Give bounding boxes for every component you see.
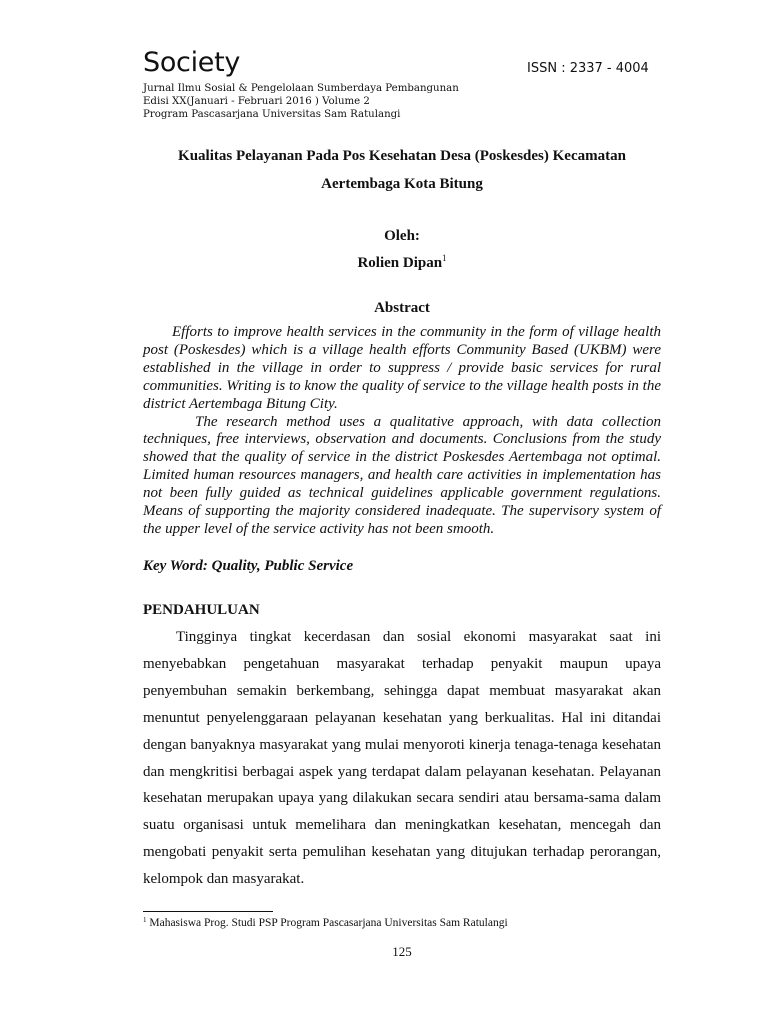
journal-name: Society — [143, 47, 241, 78]
journal-subtitle: Jurnal Ilmu Sosial & Pengelolaan Sumberdaya Pembangunan — [143, 83, 459, 94]
footnote-mark: 1 — [143, 916, 147, 924]
journal-program: Program Pascasarjana Universitas Sam Ratulangi — [143, 109, 401, 120]
keywords: Key Word: Quality, Public Service — [143, 558, 354, 574]
abstract-body — [143, 324, 661, 539]
abstract-paragraph-1: Efforts to improve health services in the community in the form of village health post (Poskesdes) which is a village health efforts Community Based (UKBM) were established in the village in order to suppress / provide basic services for rural communities. Writing is to know the quality of service to the village health posts in the district Aertembaga Bitung City. — [143, 324, 661, 412]
page-number: 125 — [392, 944, 412, 959]
masthead — [143, 82, 459, 121]
abstract-heading: Abstract — [374, 300, 430, 316]
author-name: Rolien Dipan — [357, 255, 443, 271]
introduction-paragraph: Tingginya tingkat kecerdasan dan sosial ekonomi masyarakat saat ini menyebabkan pengetahuan masyarakat terhadap penyakit maupun upaya penyembuhan semakin berkembang, sehingga dapat membuat masyarakat akan menuntut penyelenggaraan pelayanan kesehatan yang berkualitas. Hal ini ditandai dengan banyaknya masyarakat yang mulai menyoroti kinerja tenaga-tenaga kesehatan dan mengkritisi berbagai aspek yang terdapat dalam pelayanan kesehatan. Pelayanan kesehatan merupakan upaya yang dilakukan secara sendiri atau bersama-sama dalam suatu organisasi untuk memelihara dan meningkatkan kesehatan, mencegah dan mengobati penyakit serta pemulihan kesehatan yang ditujukan terhadap perorangan, kelompok dan masyarakat. — [143, 629, 661, 888]
author-footnote-mark: 1 — [442, 253, 447, 263]
footnote-text: Mahasiswa Prog. Studi PSP Program Pascasarjana Universitas Sam Ratulangi — [146, 917, 508, 929]
by-label: Oleh: — [384, 228, 420, 244]
article-title-line2: Aertembaga Kota Bitung — [321, 176, 483, 192]
article-title — [143, 142, 661, 198]
footnote-separator — [143, 911, 273, 912]
section-heading-pendahuluan: PENDAHULUAN — [143, 602, 260, 618]
abstract-paragraph-2: The research method uses a qualitative approach, with data collection techniques, free interviews, observation and documents. Conclusions from the study showed that the quality of service in the district Poskesdes Aertembaga not optimal. Limited human resources managers, and health care activities in implementation has not been fully guided as technical guidelines applicable government regulations. Means of supporting the majority considered inadequate. The supervisory system of the upper level of the service activity has not been smooth. — [143, 413, 661, 537]
issn-number: ISSN : 2337 - 4004 — [527, 61, 649, 76]
footnote — [143, 915, 508, 931]
author-line — [143, 253, 661, 273]
article-title-line1: Kualitas Pelayanan Pada Pos Kesehatan Desa (Poskesdes) Kecamatan — [178, 148, 626, 164]
journal-edition: Edisi XX(Januari - Februari 2016 ) Volume 2 — [143, 96, 370, 107]
